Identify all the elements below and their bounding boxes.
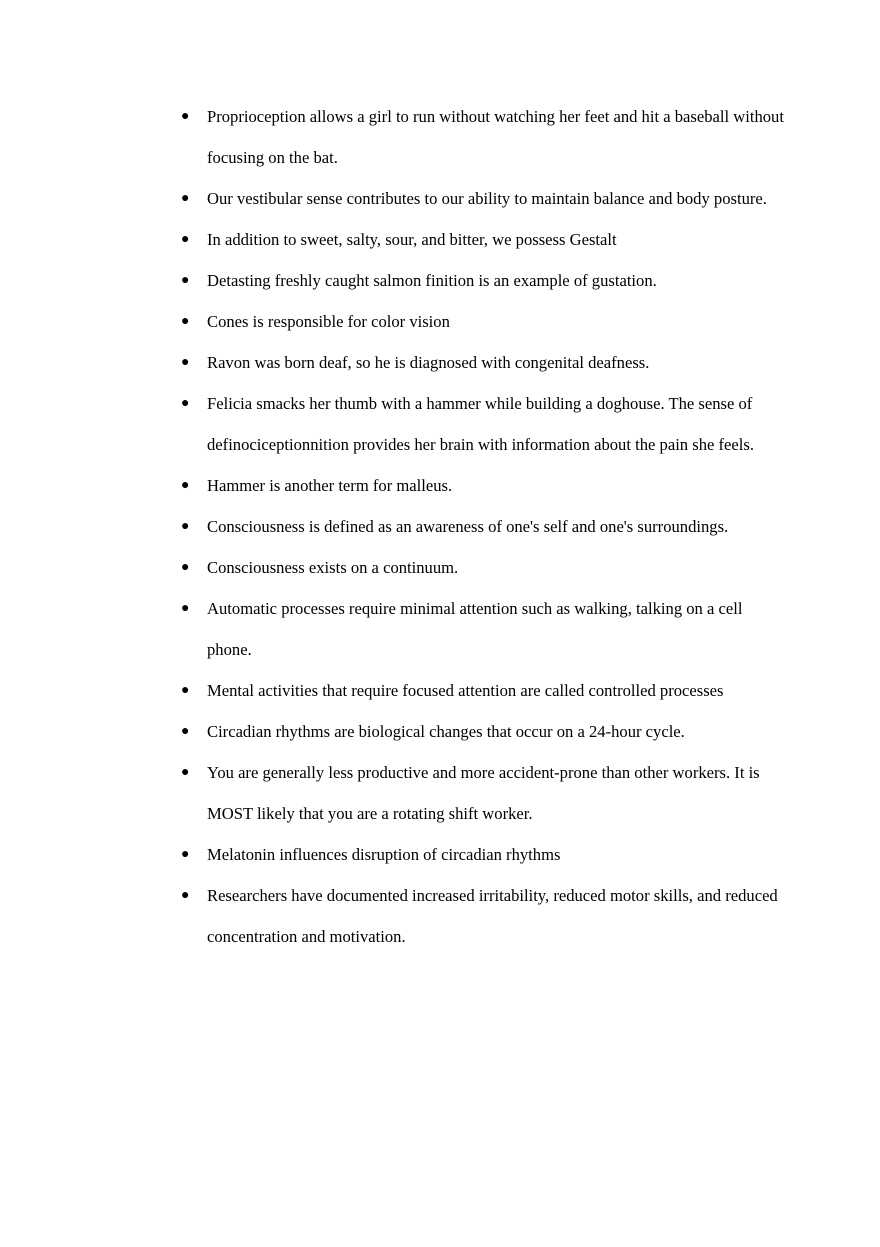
bullet-icon: ●: [181, 232, 190, 247]
list-item-text: Proprioception allows a girl to run without watching her feet and hit a baseball without focusing on the bat.: [207, 107, 784, 167]
list-item: [181, 260, 791, 301]
list-item-text: You are generally less productive and more accident-prone than other workers. It is MOST likely that you are a rotating shift worker.: [207, 763, 760, 823]
bullet-icon: ●: [181, 191, 190, 206]
bullet-icon: ●: [181, 355, 190, 370]
list-item: [181, 465, 791, 506]
list-item-text: Circadian rhythms are biological changes that occur on a 24-hour cycle.: [207, 722, 685, 741]
bullet-list: [181, 96, 791, 957]
bullet-icon: ●: [181, 396, 190, 411]
list-item: [181, 219, 791, 260]
list-item-text: Detasting freshly caught salmon finition is an example of gustation.: [207, 271, 657, 290]
list-item-text: Hammer is another term for malleus.: [207, 476, 453, 495]
bullet-icon: ●: [181, 560, 190, 575]
bullet-icon: ●: [181, 519, 190, 534]
bullet-icon: ●: [181, 314, 190, 329]
bullet-icon: ●: [181, 273, 190, 288]
list-item: [181, 178, 791, 219]
list-item: [181, 506, 791, 547]
list-item-text: In addition to sweet, salty, sour, and bitter, we possess Gestalt: [207, 230, 617, 249]
list-item-text: Consciousness exists on a continuum.: [207, 558, 459, 577]
list-item-text: Consciousness is defined as an awareness of one's self and one's surroundings.: [207, 517, 729, 536]
list-item-text: Felicia smacks her thumb with a hammer while building a doghouse. The sense of definociceptionnition provides her brain with information about the pain she feels.: [207, 394, 754, 454]
list-item: [181, 301, 791, 342]
list-item-text: Melatonin influences disruption of circadian rhythms: [207, 845, 561, 864]
bullet-icon: ●: [181, 765, 190, 780]
list-item-text: Automatic processes require minimal attention such as walking, talking on a cell phone.: [207, 599, 743, 659]
bullet-icon: ●: [181, 847, 190, 862]
list-item-text: Researchers have documented increased irritability, reduced motor skills, and reduced concentration and motivation.: [207, 886, 778, 946]
list-item: [181, 96, 791, 178]
list-item: [181, 588, 791, 670]
bullet-icon: ●: [181, 478, 190, 493]
list-item: [181, 875, 791, 957]
list-item: [181, 711, 791, 752]
list-item-text: Ravon was born deaf, so he is diagnosed with congenital deafness.: [207, 353, 650, 372]
list-item-text: Our vestibular sense contributes to our ability to maintain balance and body posture.: [207, 189, 767, 208]
bullet-icon: ●: [181, 683, 190, 698]
list-item-text: Mental activities that require focused attention are called controlled processes: [207, 681, 724, 700]
list-item: [181, 547, 791, 588]
list-item-text: Cones is responsible for color vision: [207, 312, 450, 331]
list-item: [181, 834, 791, 875]
list-item: [181, 342, 791, 383]
list-item: [181, 752, 791, 834]
bullet-icon: ●: [181, 601, 190, 616]
bullet-icon: ●: [181, 888, 190, 903]
bullet-icon: ●: [181, 109, 190, 124]
list-item: [181, 670, 791, 711]
list-item: [181, 383, 791, 465]
bullet-icon: ●: [181, 724, 190, 739]
